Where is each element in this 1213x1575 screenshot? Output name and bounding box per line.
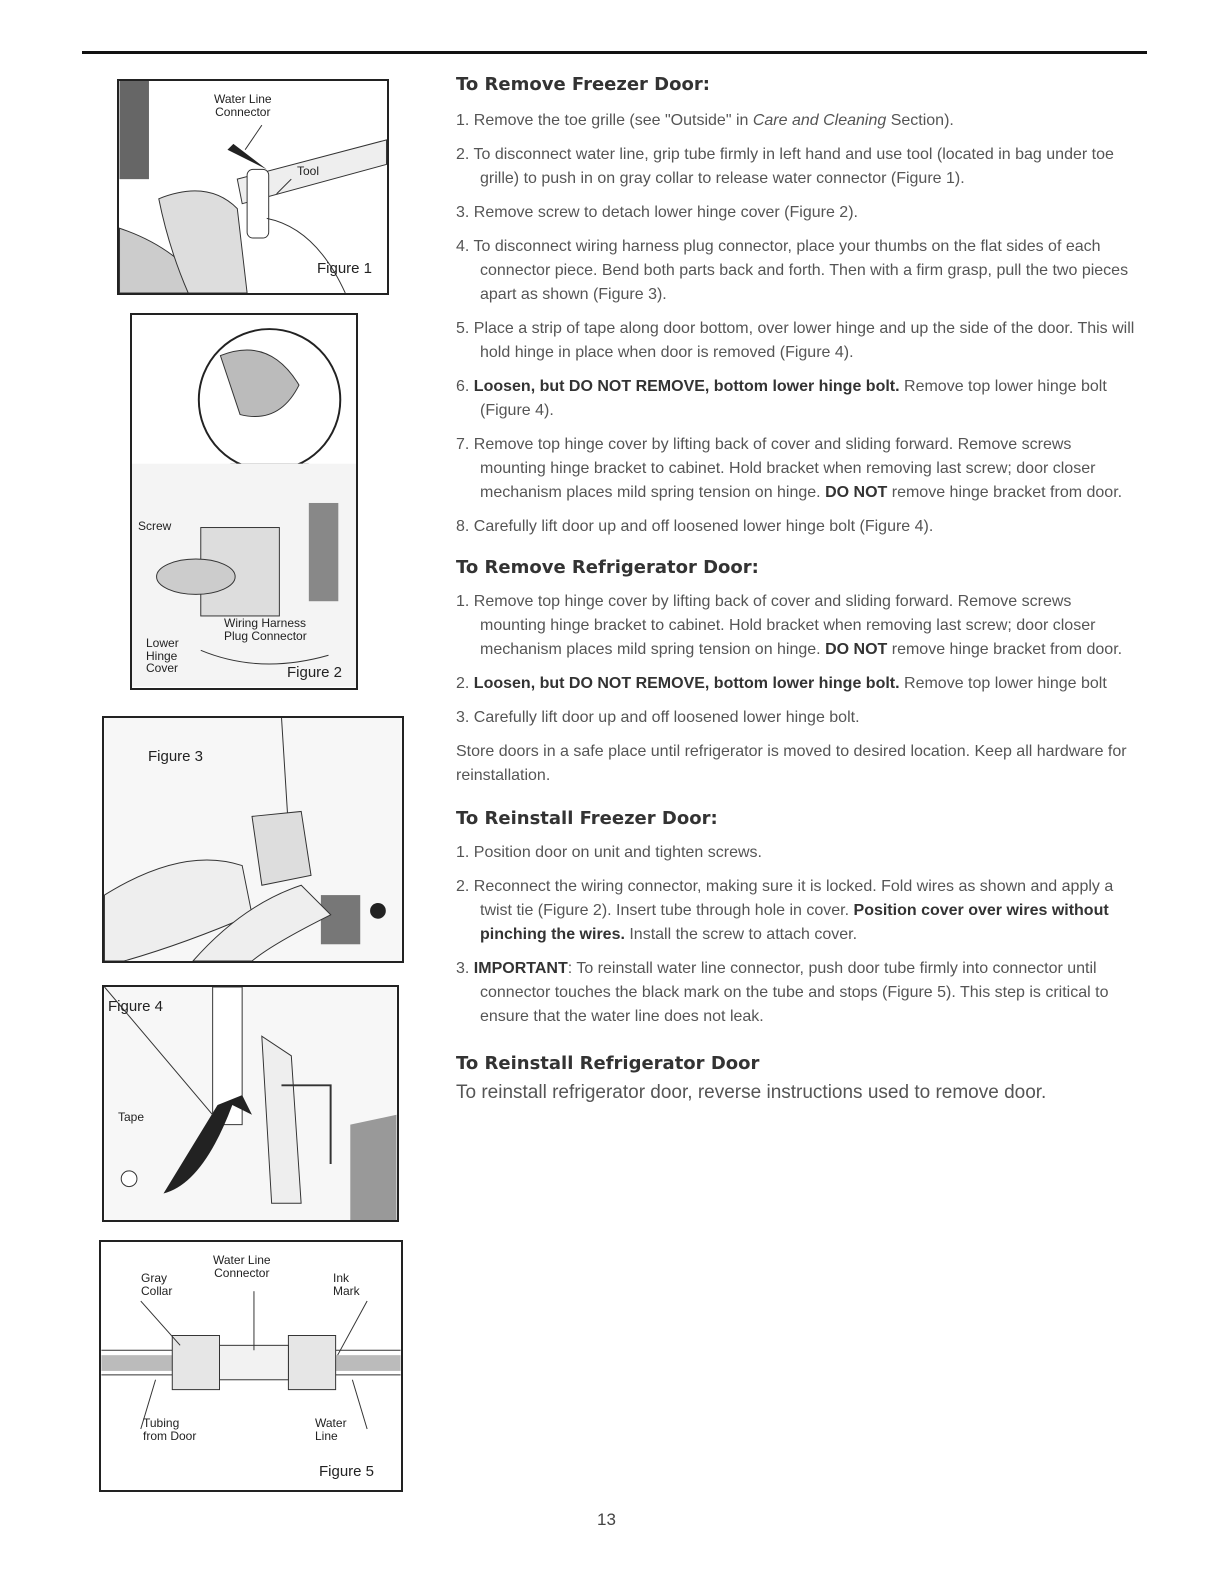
step-text: Remove top hinge cover by lifting back of cover and sliding forward. Remove screws mounting hinge bracket to cabinet. Hold bracket when removing last screw; door closer mechanism places mild spring tension on hinge. — [473, 436, 1096, 501]
step-text: Section). — [886, 112, 954, 129]
figure-2 — [130, 313, 358, 690]
step-text: Carefully lift door up and off loosened lower hinge bolt. — [473, 709, 860, 726]
figure-4-caption: Figure 4 — [108, 998, 164, 1015]
remove-freezer-step-4 — [456, 235, 1136, 307]
top-rule — [82, 51, 1147, 54]
step-text: Install the screw to attach cover. — [624, 926, 858, 943]
heading-reinstall-fridge: To Reinstall Refrigerator Door — [456, 1053, 760, 1074]
step-text: To disconnect wiring harness plug connector, place your thumbs on the flat sides of each connector piece. Bend both parts back and forth. Then with a firm grasp, pull the two pieces apart as shown (Figure 3). — [473, 238, 1129, 303]
step-number: 1. — [456, 593, 470, 610]
step-text: Remove top lower hinge bolt — [899, 675, 1107, 692]
step-number: 3. — [456, 709, 470, 726]
water-line-label: Water Line — [315, 1416, 347, 1443]
step-number: 2. — [456, 146, 470, 163]
remove-fridge-step-1 — [456, 590, 1136, 662]
step-bold: Loosen, but DO NOT REMOVE, bottom lower hinge bolt. — [473, 675, 900, 692]
step-number: 7. — [456, 436, 470, 453]
storage-note: Store doors in a safe place until refrigerator is moved to desired location. Keep all hardware for reinstallation. — [456, 743, 1127, 784]
figure-5 — [99, 1240, 403, 1492]
ink-mark-label: Ink Mark — [333, 1271, 360, 1298]
figure-3-caption: Figure 3 — [148, 748, 204, 765]
step-number: 1. — [456, 112, 470, 129]
step-text: Position door on unit and tighten screws. — [473, 844, 762, 861]
remove-freezer-step-7 — [456, 433, 1136, 505]
lower-hinge-cover-label: Lower Hinge Cover — [146, 636, 179, 676]
figure-3 — [102, 716, 404, 963]
remove-freezer-step-6 — [456, 375, 1136, 423]
heading-remove-fridge: To Remove Refrigerator Door: — [456, 557, 759, 578]
step-number: 3. — [456, 204, 470, 221]
step-bold: DO NOT — [825, 484, 888, 501]
tape-label: Tape — [118, 1110, 145, 1124]
step-italic: Care and Cleaning — [752, 112, 887, 129]
step-number: 8. — [456, 518, 470, 535]
wiring-harness-label: Wiring Harness Plug Connector — [224, 616, 307, 643]
step-number: 3. — [456, 960, 470, 977]
step-bold: Position cover over wires without pinching the wires. — [480, 902, 1109, 943]
step-text: Remove top hinge cover by lifting back of cover and sliding forward. Remove screws mounting hinge bracket to cabinet. Hold bracket when removing last screw; door closer mechanism places mild spring tension on hinge. — [473, 593, 1096, 658]
reinstall-freezer-step-2 — [456, 875, 1136, 947]
step-number: 5. — [456, 320, 470, 337]
water-line-connector-label: Water Line Connector — [213, 1253, 271, 1280]
instructions-column — [456, 74, 1136, 1104]
figure-1 — [117, 79, 389, 295]
step-text: Reconnect the wiring connector, making sure it is locked. Fold wires as shown and apply a twist tie (Figure 2). Insert tube through hole in cover. — [473, 878, 1114, 919]
remove-fridge-step-3 — [456, 706, 1136, 730]
heading-remove-freezer: To Remove Freezer Door: — [456, 74, 710, 95]
remove-freezer-step-1 — [456, 109, 1136, 133]
step-text: Remove the toe grille (see "Outside" in — [473, 112, 753, 129]
remove-fridge-step-2 — [456, 672, 1136, 696]
step-number: 6. — [456, 378, 470, 395]
gray-collar-label: Gray Collar — [141, 1271, 173, 1298]
remove-freezer-step-5 — [456, 317, 1136, 365]
page-number: 13 — [597, 1510, 616, 1529]
step-number: 4. — [456, 238, 470, 255]
step-bold: Loosen, but DO NOT REMOVE, bottom lower hinge bolt. — [473, 378, 900, 395]
remove-freezer-step-2 — [456, 143, 1136, 191]
step-bold: IMPORTANT — [473, 960, 568, 977]
step-text: : To reinstall water line connector, push door tube firmly into connector until connector touches the black mark on the tube and stops (Figure 5). This step is critical to ensure that the water line does not leak. — [480, 960, 1109, 1025]
figure-2-caption: Figure 2 — [287, 664, 343, 681]
step-bold: DO NOT — [825, 641, 888, 658]
step-number: 2. — [456, 878, 470, 895]
step-text: Remove top lower hinge bolt (Figure 4). — [480, 378, 1107, 419]
reinstall-fridge-text: To reinstall refrigerator door, reverse instructions used to remove door. — [456, 1082, 1047, 1103]
water-line-connector-label: Water Line Connector — [214, 92, 272, 119]
step-text: remove hinge bracket from door. — [887, 484, 1123, 501]
figure-1-caption: Figure 1 — [317, 260, 373, 277]
remove-freezer-step-8 — [456, 515, 1136, 539]
step-text: To disconnect water line, grip tube firmly in left hand and use tool (located in bag under toe grille) to push in on gray collar to release water connector (Figure 1). — [473, 146, 1114, 187]
heading-reinstall-freezer: To Reinstall Freezer Door: — [456, 808, 718, 829]
tool-label: Tool — [297, 164, 320, 178]
remove-freezer-step-3 — [456, 201, 1136, 225]
step-text: remove hinge bracket from door. — [887, 641, 1123, 658]
step-text: Carefully lift door up and off loosened lower hinge bolt (Figure 4). — [473, 518, 934, 535]
figure-5-caption: Figure 5 — [319, 1463, 375, 1480]
step-text: Place a strip of tape along door bottom, over lower hinge and up the side of the door. This will hold hinge in place when door is removed (Figure 4). — [473, 320, 1135, 361]
figure-4-illustration — [104, 987, 397, 1220]
step-text: Remove screw to detach lower hinge cover (Figure 2). — [473, 204, 858, 221]
figure-4 — [102, 985, 399, 1222]
screw-label: Screw — [138, 519, 172, 533]
reinstall-freezer-step-1 — [456, 841, 1136, 865]
reinstall-freezer-step-3 — [456, 957, 1136, 1029]
step-number: 2. — [456, 675, 470, 692]
tubing-label: Tubing from Door — [143, 1416, 197, 1443]
step-number: 1. — [456, 844, 470, 861]
